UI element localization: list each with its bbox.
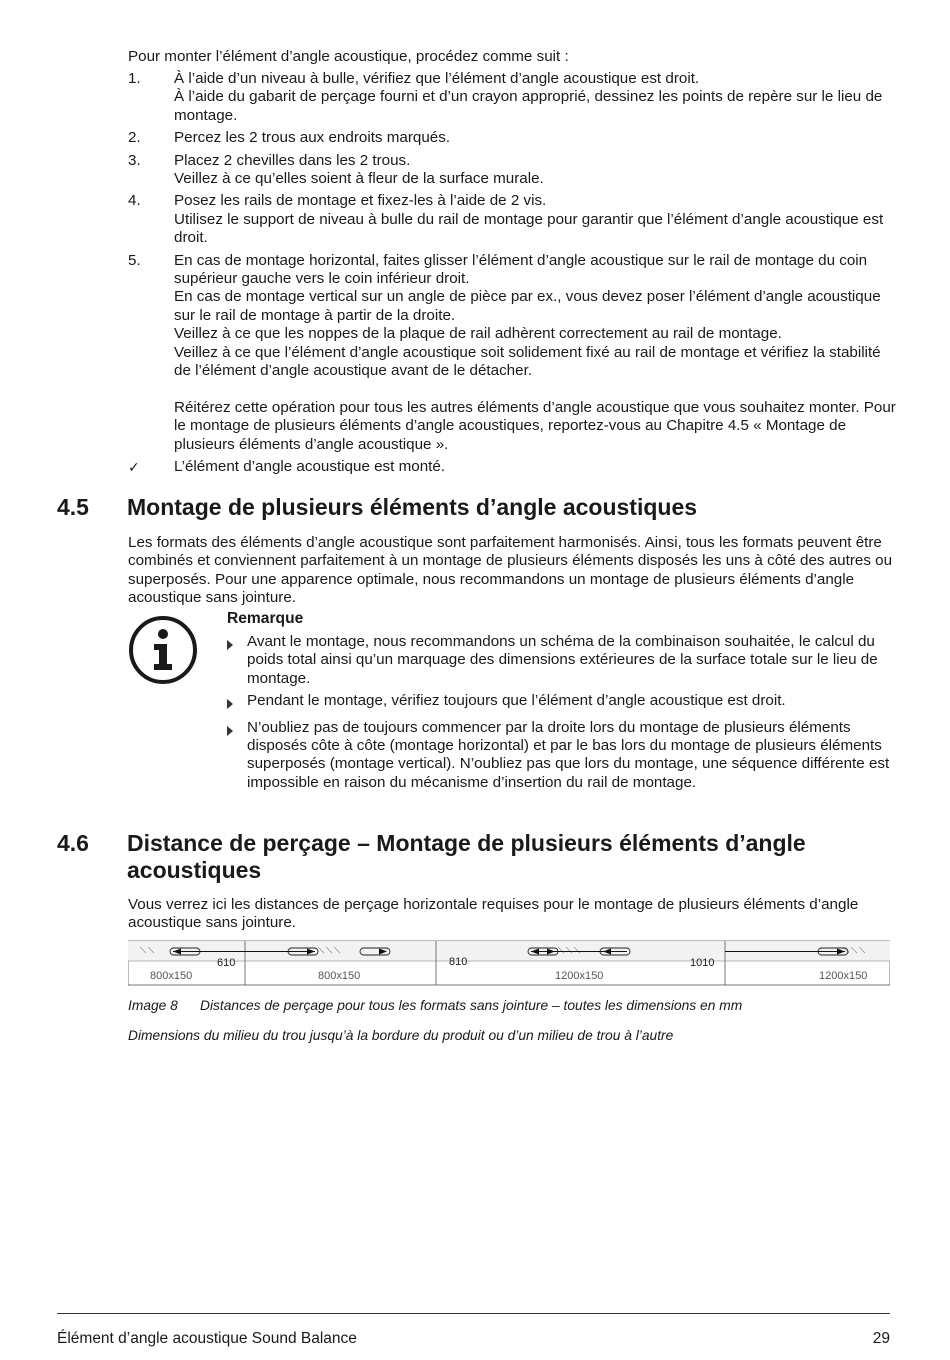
section-heading-4-6 [57,830,897,884]
step-number: 2. [128,129,141,147]
format-label: 1200x150 [819,970,868,982]
section-number: 4.5 [57,494,89,520]
step-line: En cas de montage horizontal, faites glisser l’élément d’angle acoustique sur le rail de montage du coin supérieur gauche vers le coin inférieur droit. [174,251,868,288]
footer-title: Élément d’angle acoustique Sound Balance [57,1330,357,1347]
step-line: En cas de montage vertical sur un angle de pièce par ex., vous devez poser l’élément d’angle acoustique sur le rail de montage à partir de la droite. [174,288,881,324]
result-text: L’élément d’angle acoustique est monté. [174,458,446,476]
note-bullet [227,692,897,714]
format-label: 800x150 [150,970,193,982]
figure-label: Image 8 [128,998,178,1013]
note-bullet-text: Avant le montage, nous recommandons un schéma de la combinaison souhaitée, le calcul du poids total ainsi qu’un marquage des dimensions extérieures de la surface totale sur le lieu de montage. [247,633,878,687]
note-box [227,609,897,796]
format-label: 800x150 [318,970,361,982]
step-number: 1. [128,70,141,87]
step-line: À l’aide du gabarit de perçage fourni et d’un crayon approprié, dessinez les points de repère sur le lieu de montage. [174,88,883,124]
note-bullet [227,633,897,688]
info-icon [127,614,199,686]
note-title: Remarque [227,610,304,627]
footer-divider [57,1313,890,1314]
steps-list [128,70,898,477]
step-line: Utilisez le support de niveau à bulle du rail de montage pour garantir que l’élément d’angle acoustique est droit. [174,210,884,247]
section-paragraph: Les formats des éléments d’angle acoustique sont parfaitement harmonisés. Ainsi, tous les formats peuvent être combinés et conviennent parfaitement à un montage de plusieurs éléments disposés les uns à côté des autres ou superposés. Pour une apparence optimale, nous recommandons un montage de plusieurs éléments d’angle acoustique sans jointure. [128,534,893,607]
step-3 [128,152,898,189]
dimension-label: 810 [449,956,468,968]
step-line: À l’aide d’un niveau à bulle, vérifiez que l’élément d’angle acoustique est droit. [174,70,700,87]
step-line: Placez 2 chevilles dans les 2 trous. [174,151,411,169]
note-bullet [227,719,897,793]
step-line: Posez les rails de montage et fixez-les à l’aide de 2 vis. [174,192,547,210]
step-4 [128,192,898,247]
step-line: Veillez à ce que l’élément d’angle acoustique soit solidement fixé au rail de montage et vérifiez la stabilité de l’élément d’angle acoustique avant de le détacher. [174,343,881,380]
step-5 [128,252,898,454]
drilling-distance-diagram [128,940,890,986]
step-number: 3. [128,151,141,169]
triangle-bullet-icon [227,726,233,736]
intro-text: Pour monter l’élément d’angle acoustique, procédez comme suit : [128,48,569,65]
dimension-label: 1010 [690,957,715,969]
note-bullet-text: N’oubliez pas de toujours commencer par la droite lors du montage de plusieurs éléments disposés côte à côte (montage horizontal) et par le bas lors du montage de plusieurs éléments superposés (montage vertical). N’oubliez pas que lors du montage, une séquence différente est impossible en raison du mécanisme d’insertion du rail de montage. [247,718,890,791]
triangle-bullet-icon [227,699,233,709]
step-number: 5. [128,251,141,269]
step-line: Veillez à ce qu’elles soient à fleur de la surface murale. [174,170,544,188]
section-number: 4.6 [57,830,89,856]
section-title: Distance de perçage – Montage de plusieurs éléments d’angle acoustiques [127,830,806,883]
check-icon: ✓ [128,459,140,476]
step-2 [128,129,898,147]
step-line: Réitérez cette opération pour tous les autres éléments d’angle acoustique que vous souhaitez monter. Pour le montage de plusieurs éléments d’angle acoustiques, reportez-vous au Chapitre 4.5 « Montage de plusieurs éléments d’angle acoustique ». [174,398,896,453]
section-heading-4-5 [57,494,897,521]
triangle-bullet-icon [227,640,233,650]
step-line: Percez les 2 trous aux endroits marqués. [174,129,451,147]
figure-caption [128,997,898,1015]
figure-caption-text: Distances de perçage pour tous les formats sans jointure – toutes les dimensions en mm [200,998,743,1013]
step-number: 4. [128,192,141,210]
result-line [128,458,898,476]
dimension-label: 610 [217,957,236,969]
figure-subcaption: Dimensions du milieu du trou jusqu’à la bordure du produit ou d’un milieu de trou à l’autre [128,1028,674,1043]
step-line: Veillez à ce que les noppes de la plaque de rail adhèrent correctement au rail de montage. [174,325,782,343]
format-label: 1200x150 [555,970,604,982]
section-title: Montage de plusieurs éléments d’angle acoustiques [127,494,698,520]
page-number: 29 [872,1330,890,1347]
step-1 [128,70,898,125]
section-paragraph: Vous verrez ici les distances de perçage horizontale requises pour le montage de plusieurs éléments d’angle acoustique sans jointure. [128,896,859,932]
note-bullet-text: Pendant le montage, vérifiez toujours que l’élément d’angle acoustique est droit. [247,692,786,710]
